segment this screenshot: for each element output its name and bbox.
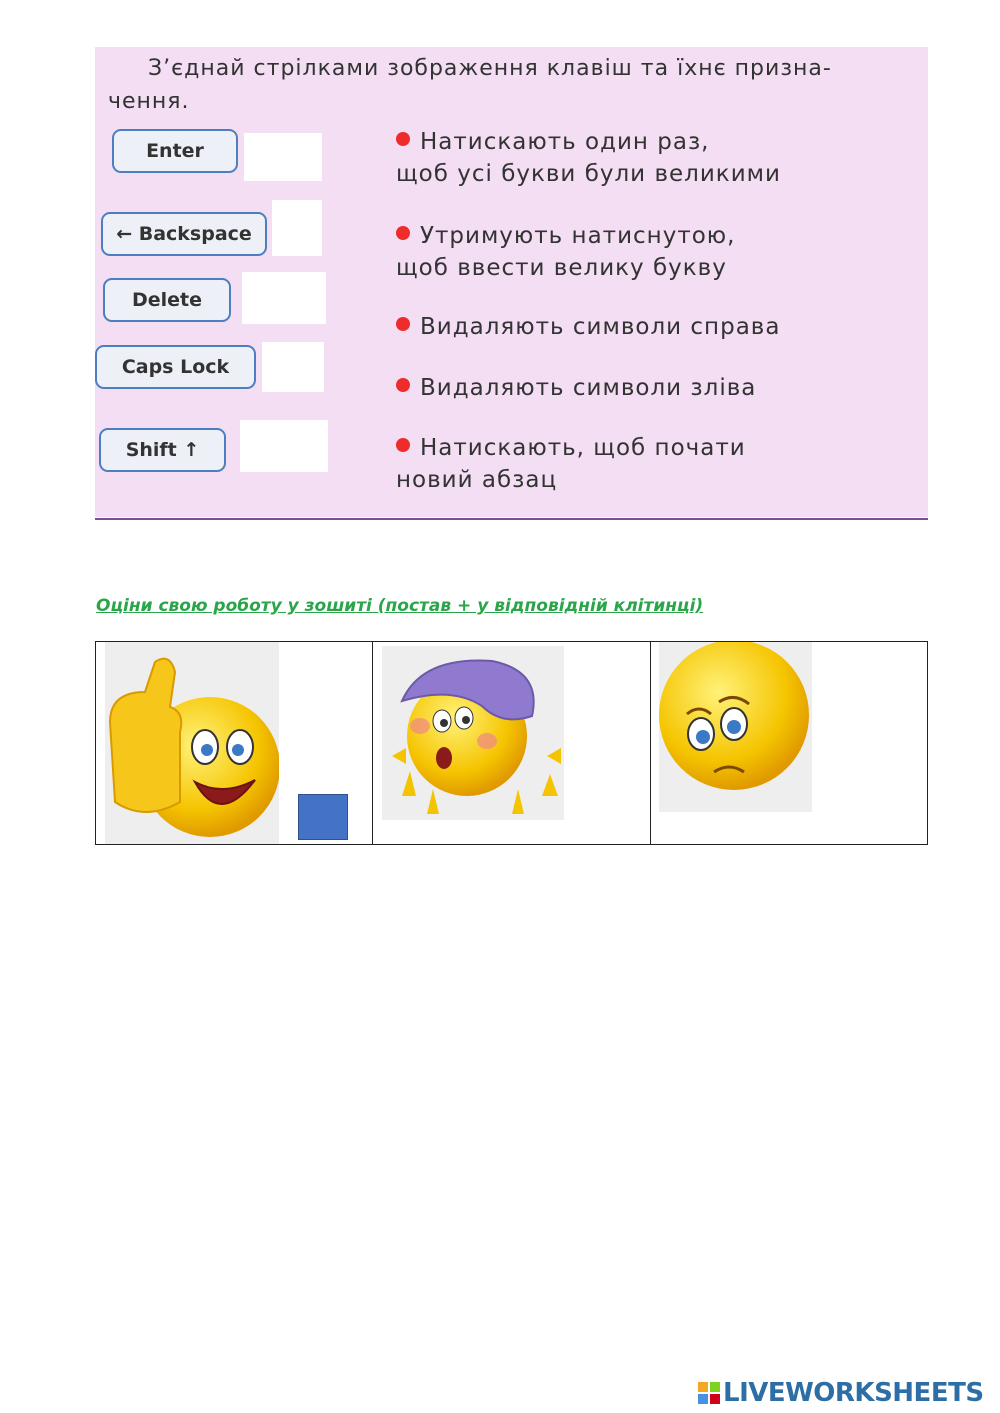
description-1: Натискають один раз, щоб усі букви були великими bbox=[396, 129, 781, 187]
answer-box-backspace[interactable] bbox=[272, 200, 322, 256]
key-caps-lock: Caps Lock bbox=[95, 345, 256, 389]
description-5: Натискають, щоб почати новий абзац bbox=[396, 435, 746, 493]
exercise-instruction: З’єднай стрілками зображення клавіш та їхнє призна-чення. bbox=[108, 56, 832, 114]
liveworksheets-logo-icon bbox=[698, 1382, 720, 1404]
answer-box-shift[interactable] bbox=[240, 420, 328, 472]
selected-mark bbox=[298, 794, 348, 840]
key-delete: Delete bbox=[103, 278, 231, 322]
key-shift: Shift ↑ bbox=[99, 428, 226, 472]
key-backspace: ← Backspace bbox=[101, 212, 267, 256]
answer-box-enter[interactable] bbox=[244, 133, 322, 181]
bullet-dot bbox=[396, 378, 410, 392]
sad-emoji-icon bbox=[659, 642, 812, 812]
answer-box-caps-lock[interactable] bbox=[262, 342, 324, 392]
rating-table bbox=[95, 641, 928, 845]
bullet-dot bbox=[396, 132, 410, 146]
description-2: Утримують натиснутою, щоб ввести велику букву bbox=[396, 223, 736, 281]
rating-cell-bad[interactable] bbox=[650, 642, 927, 845]
brand-text: LIVEWORKSHEETS bbox=[723, 1378, 984, 1408]
bullet-dot bbox=[396, 438, 410, 452]
answer-box-delete[interactable] bbox=[242, 272, 326, 324]
rating-cell-good[interactable] bbox=[96, 642, 373, 845]
divider bbox=[95, 518, 928, 520]
thumbs-up-emoji-icon bbox=[105, 652, 279, 842]
rating-cell-neutral[interactable] bbox=[373, 642, 650, 845]
brand-logo bbox=[698, 1378, 984, 1408]
description-4: Видаляють символи зліва bbox=[396, 372, 756, 404]
assessment-instruction: Оціни свою роботу у зошиті (постав + у відповідній клітинці) bbox=[96, 596, 704, 616]
confused-beret-emoji-icon bbox=[382, 646, 564, 820]
bullet-dot bbox=[396, 317, 410, 331]
key-enter: Enter bbox=[112, 129, 238, 173]
bullet-dot bbox=[396, 226, 410, 240]
description-3: Видаляють символи справа bbox=[396, 311, 780, 343]
